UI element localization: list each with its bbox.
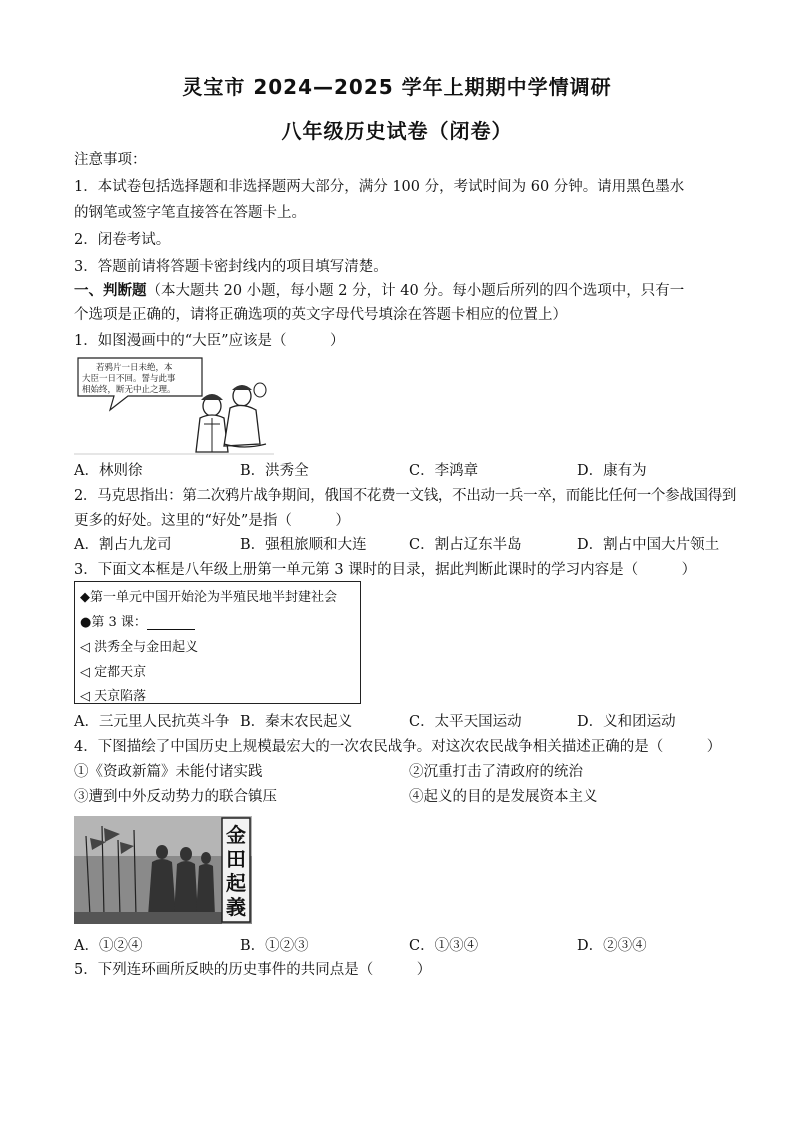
- q3-box-lesson-blank: [147, 617, 195, 630]
- q3-box-item-2: ◁ 定都天京: [80, 665, 147, 680]
- exam-subtitle: 八年级历史试卷（闭卷）: [281, 119, 513, 143]
- q3-box-item-1: ◁ 洪秀全与金田起义: [80, 640, 199, 655]
- notice-item-1b: 的钢笔或签字笔直接答在答题卡上。: [74, 205, 306, 221]
- q4-option-b: B．①②③: [240, 938, 309, 954]
- q4-statement-3: ③遭到中外反动势力的联合镇压: [74, 789, 277, 805]
- section-1-line-a: [74, 281, 726, 301]
- q4-statement-1: ①《资政新篇》未能付诸实践: [74, 764, 263, 780]
- q1-bubble-line-3: 相始终，断无中止之理。: [82, 385, 176, 395]
- section-1-desc-b: 个选项是正确的，请将正确选项的英文字母代号填涂在答题卡相应的位置上）: [74, 307, 567, 323]
- notice-heading: 注意事项：: [74, 152, 147, 168]
- q4-statement-2: ②沉重打击了清政府的统治: [409, 764, 583, 780]
- exam-title: 灵宝市 2024—2025 学年上期期中学情调研: [182, 75, 612, 99]
- q4-stem: 4．下图描绘了中国历史上规模最宏大的一次农民战争。对这次农民战争相关描述正确的是（ ）: [74, 739, 722, 755]
- q3-box-unit: ◆第一单元中国开始沦为半殖民地半封建社会: [80, 590, 337, 605]
- q3-stem: 3．下面文本框是八年级上册第一单元第 3 课时的目录，据此判断此课时的学习内容是（ ）: [74, 562, 697, 578]
- q2-option-b: B．强租旅顺和大连: [240, 537, 367, 553]
- q1-option-b: B．洪秀全: [240, 463, 309, 479]
- q3-option-c: C．太平天国运动: [409, 714, 522, 730]
- q1-option-d: D．康有为: [577, 463, 647, 479]
- q4-painting-char-2: 田: [226, 847, 246, 871]
- q3-option-b: B．秦末农民起义: [240, 714, 353, 730]
- q4-painting-char-1: 金: [226, 823, 246, 847]
- section-1-heading: 一、判断题: [74, 283, 147, 299]
- q4-option-d: D．②③④: [577, 938, 647, 954]
- q2-stem-a: 2．马克思指出：第二次鸦片战争期间，俄国不花费一文钱，不出动一兵一卒，而能比任何一个参战国得到: [74, 488, 737, 504]
- notice-item-1a: 1．本试卷包括选择题和非选择题两大部分，满分 100 分，考试时间为 60 分钟。请用黑色墨水: [74, 179, 685, 195]
- q4-option-a: A．①②④: [74, 938, 143, 954]
- q3-box-lesson: [80, 611, 195, 630]
- q2-option-d: D．割占中国大片领土: [577, 537, 720, 553]
- q5-stem: 5．下列连环画所反映的历史事件的共同点是（ ）: [74, 962, 432, 978]
- notice-item-2: 2．闭卷考试。: [74, 232, 171, 248]
- q3-contents-box: [74, 581, 361, 704]
- q4-painting-char-4: 義: [226, 895, 246, 919]
- notice-item-3: 3．答题前请将答题卡密封线内的项目填写清楚。: [74, 259, 388, 275]
- q3-option-a: A．三元里人民抗英斗争: [74, 714, 230, 730]
- q1-option-a: A．林则徐: [74, 463, 143, 479]
- q4-painting: [74, 816, 252, 924]
- q1-option-c: C．李鸿章: [409, 463, 479, 479]
- q2-option-a: A．割占九龙司: [74, 537, 172, 553]
- q1-bubble-line-1: 若鸦片一日未绝，本: [96, 363, 173, 373]
- q1-cartoon: [74, 354, 274, 456]
- section-1-desc-a: （本大题共 20 小题，每小题 2 分，计 40 分。每小题后所列的四个选项中，只有一: [146, 283, 685, 299]
- q3-box-item-3: ◁ 天京陷落: [80, 689, 147, 704]
- q4-option-c: C．①③④: [409, 938, 479, 954]
- q1-bubble-line-2: 大臣一日不回。誓与此事: [82, 374, 176, 384]
- q2-option-c: C．割占辽东半岛: [409, 537, 522, 553]
- q4-statement-4: ④起义的目的是发展资本主义: [409, 789, 598, 805]
- q4-painting-char-3: 起: [226, 871, 246, 895]
- q2-stem-b: 更多的好处。这里的“好处”是指（ ）: [74, 513, 350, 529]
- q3-box-lesson-label: ●第 3 课：: [80, 615, 147, 630]
- q3-option-d: D．义和团运动: [577, 714, 676, 730]
- q1-stem: 1．如图漫画中的“大臣”应该是（ ）: [74, 333, 345, 349]
